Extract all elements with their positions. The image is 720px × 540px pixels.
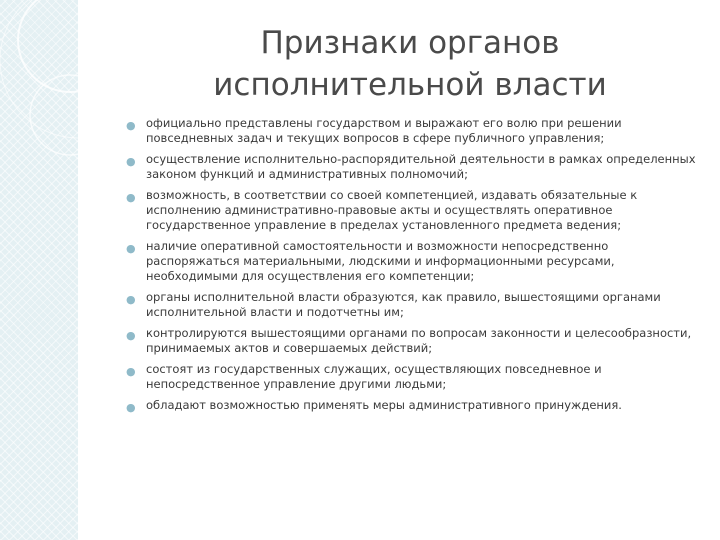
bullet-dot-icon: ● bbox=[126, 293, 136, 306]
bullet-dot-icon: ● bbox=[126, 242, 136, 255]
list-item-text: состоят из государственных служащих, осуществляющих повседневное и непосредственное управление другими людьми; bbox=[146, 362, 602, 391]
list-item-text: обладают возможностью применять меры административного принуждения. bbox=[146, 398, 622, 412]
list-item bbox=[122, 398, 697, 413]
list-item-text: органы исполнительной власти образуются, как правило, вышестоящими органами исполнительной власти и подотчетны им; bbox=[146, 290, 661, 319]
bullet-dot-icon: ● bbox=[126, 401, 136, 414]
list-item bbox=[122, 290, 697, 320]
bullet-dot-icon: ● bbox=[126, 155, 136, 168]
bullet-dot-icon: ● bbox=[126, 119, 136, 132]
decorative-circles bbox=[0, 0, 78, 540]
list-item bbox=[122, 362, 697, 392]
bullet-list bbox=[122, 116, 697, 419]
list-item bbox=[122, 188, 697, 233]
list-item bbox=[122, 239, 697, 284]
decorative-side-band bbox=[0, 0, 78, 540]
list-item-text: осуществление исполнительно-распорядительной деятельности в рамках определенных законом функций и административных полномочий; bbox=[146, 152, 696, 181]
list-item bbox=[122, 152, 697, 182]
bullet-dot-icon: ● bbox=[126, 329, 136, 342]
list-item-text: контролируются вышестоящими органами по вопросам законности и целесообразности, принимаемых актов и совершаемых действий; bbox=[146, 326, 692, 355]
bullet-dot-icon: ● bbox=[126, 191, 136, 204]
list-item bbox=[122, 326, 697, 356]
list-item-text: возможность, в соответствии со своей компетенцией, издавать обязательные к исполнению административно-правовые акты и осуществлять оперативное государственное управление в пределах установленного предмета ведения; bbox=[146, 188, 638, 232]
title-line-2: исполнительной власти bbox=[213, 67, 607, 103]
list-item-text: официально представлены государством и выражают его волю при решении повседневных задач и текущих вопросов в сфере публичного управления; bbox=[146, 116, 622, 145]
list-item-text: наличие оперативной самостоятельности и возможности непосредственно распоряжаться материальными, людскими и информационными ресурсами, необходимыми для осуществления его компетенции; bbox=[146, 239, 615, 283]
title-line-1: Признаки органов bbox=[260, 25, 560, 61]
slide-title bbox=[160, 22, 660, 106]
bullet-dot-icon: ● bbox=[126, 365, 136, 378]
list-item bbox=[122, 116, 697, 146]
